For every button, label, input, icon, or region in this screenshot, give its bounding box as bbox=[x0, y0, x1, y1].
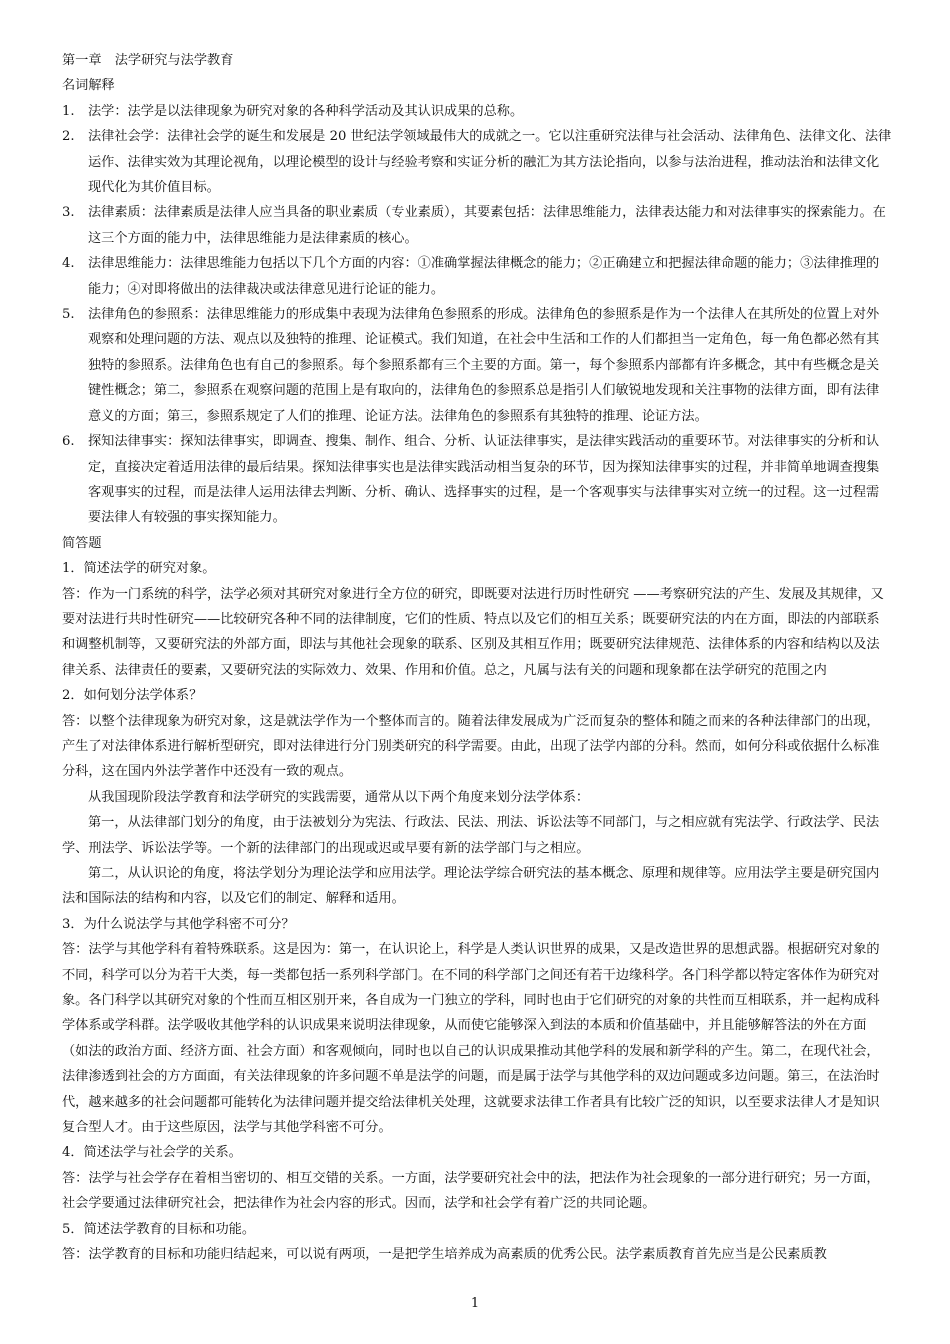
term-item-4 bbox=[62, 251, 892, 302]
terms-heading: 名词解释 bbox=[62, 78, 115, 94]
term-number: 6. bbox=[62, 434, 75, 450]
term-text: 探知法律事实：探知法律事实，即调查、搜集、制作、组合、分析、认证法律事实，是法律实践活动的重要环节。对法律事实的分析和认定，直接决定着适用法律的最后结果。探知法律事实也是法律实践活动相当复杂的环节，因为探知法律事实的过程，并非简单地调查搜集客观事实的过程，而是法律人运用法律去判断、分析、确认、选择事实的过程，是一个客观事实与法律事实对立统一的过程。这一过程需要法律人有较强的事实探知能力。 bbox=[88, 434, 880, 526]
term-item-6 bbox=[62, 429, 892, 531]
answer-2-paragraph-3: 第一，从法律部门划分的角度，由于法被划分为宪法、行政法、民法、刑法、诉讼法等不同部门，与之相应就有宪法学、行政法学、民法学、刑法学、诉讼法学等。一个新的法律部门的出现或迟或早要有新的法学部门与之相应。 bbox=[62, 815, 880, 856]
term-item-5 bbox=[62, 302, 892, 429]
term-text: 法律角色的参照系：法律思维能力的形成集中表现为法律角色参照系的形成。法律角色的参照系是作为一个法律人在其所处的位置上对外观察和处理问题的方法、观点以及独特的推理、论证模式。我们知道，在社会中生活和工作的人们都担当一定角色，每一角色都必然有其独特的参照系。法律角色也有自己的参照系。每个参照系都有三个主要的方面。第一，每个参照系内部都有许多概念，其中有些概念是关键性概念；第二，参照系在观察问题的范围上是有取向的，法律角色的参照系总是指引人们敏锐地发现和关注事物的法律方面，即有法律意义的方面；第三，参照系规定了人们的推理、论证方法。法律角色的参照系有其独特的推理、论证方法。 bbox=[88, 307, 880, 424]
answer-2-paragraph-2: 从我国现阶段法学教育和法学研究的实践需要，通常从以下两个角度来划分法学体系： bbox=[88, 789, 590, 805]
term-number: 5. bbox=[62, 307, 75, 323]
term-number: 2. bbox=[62, 129, 75, 145]
document-page bbox=[62, 48, 892, 1268]
question-2: 2．如何划分法学体系？ bbox=[62, 688, 203, 704]
answer-4: 答：法学与社会学存在着相当密切的、相互交错的关系。一方面，法学要研究社会中的法，把法作为社会现象的一部分进行研究；另一方面，社会学要通过法律研究社会，把法律作为社会内容的形式。因而，法学和社会学有着广泛的共同论题。 bbox=[62, 1170, 880, 1212]
term-text: 法律社会学：法律社会学的诞生和发展是 20 世纪法学领域最伟大的成就之一。它以注重研究法律与社会活动、法律角色、法律文化、法律运作、法律实效为其理论视角，以理论模型的设计与经验考察和实证分析的融汇为其方法论指向，以参与法治进程，推动法治和法律文化现代化为其价值目标。 bbox=[88, 129, 892, 196]
term-number: 3. bbox=[62, 205, 75, 221]
question-3: 3．为什么说法学与其他学科密不可分？ bbox=[62, 916, 295, 932]
short-answer-heading: 简答题 bbox=[62, 535, 102, 551]
page-number: 1 bbox=[470, 1296, 480, 1311]
answer-3: 答：法学与其他学科有着特殊联系。这是因为：第一，在认识论上，科学是人类认识世界的成果，又是改造世界的思想武器。根据研究对象的不同，科学可以分为若干大类，每一类都包括一系列科学部门。在不同的科学部门之间还有若干边缘科学。各门科学都以特定客体作为研究对象。各门科学以其研究对象的个性而互相区别开来，各自成为一门独立的学科，同时也由于它们研究的对象的共性而互相联系，并一起构成科学体系或学科群。法学吸收其他学科的认识成果来说明法律现象，从而使它能够深入到法的本质和价值基础中，并且能够解答法的外在方面（如法的政治方面、经济方面、社会方面）和客观倾向，同时也以自己的认识成果推动其他学科的发展和新学科的产生。第二，在现代社会，法律渗透到社会的方方面面，有关法律现象的许多问题不单是法学的问题，而是属于法学与其他学科的双边问题或多边问题。第三，在法治时代，越来越多的社会问题都可能转化为法律问题并提交给法律机关处理，这就要求法律工作者具有比较广泛的知识，以至要求法律人才是知识复合型人才。由于这些原因，法学与其他学科密不可分。 bbox=[62, 942, 880, 1136]
question-5: 5．简述法学教育的目标和功能。 bbox=[62, 1221, 256, 1237]
term-number: 4. bbox=[62, 256, 75, 272]
term-text: 法律思维能力：法律思维能力包括以下几个方面的内容：①准确掌握法律概念的能力；②正确建立和把握法律命题的能力；③法律推理的能力；④对即将做出的法律裁决或法律意见进行论证的能力。 bbox=[88, 256, 880, 297]
question-4: 4．简述法学与社会学的关系。 bbox=[62, 1145, 242, 1161]
term-item-2 bbox=[62, 124, 892, 200]
question-1: 1．简述法学的研究对象。 bbox=[62, 561, 216, 577]
term-number: 1. bbox=[62, 103, 75, 119]
answer-5: 答：法学教育的目标和功能归结起来，可以说有两项，一是把学生培养成为高素质的优秀公民。法学素质教育首先应当是公民素质教 bbox=[62, 1247, 827, 1263]
answer-2-paragraph-4: 第二，从认识论的角度，将法学划分为理论法学和应用法学。理论法学综合研究法的基本概念、原理和规律等。应用法学主要是研究国内法和国际法的结构和内容，以及它们的制定、解释和适用。 bbox=[62, 866, 880, 907]
term-item-1 bbox=[62, 99, 892, 124]
term-item-3 bbox=[62, 200, 892, 251]
term-text: 法学：法学是以法律现象为研究对象的各种科学活动及其认识成果的总称。 bbox=[88, 103, 524, 119]
answer-1: 答：作为一门系统的科学，法学必须对其研究对象进行全方位的研究，即既要对法进行历时性研究 ——考察研究法的产生、发展及其规律，又要对法进行共时性研究——比较研究各种不同的法律制度，它们的性质、特点以及它们的相互关系；既要研究法的内在方面，即法的内部联系和调整机制等，又要研究法的外部方面，即法与其他社会现象的联系、区别及其相互作用；既要研究法律规范、法律体系的内容和结构以及法律关系、法律责任的要素，又要研究法的实际效力、效果、作用和价值。总之，凡属与法有关的问题和现象都在法学研究的范围之内 bbox=[62, 586, 884, 678]
answer-2: 答：以整个法律现象为研究对象，这是就法学作为一个整体而言的。随着法律发展成为广泛而复杂的整体和随之而来的各种法律部门的出现，产生了对法律体系进行解析型研究，即对法律进行分门别类研究的科学需要。由此，出现了法学内部的分科。然而，如何分科或依据什么标准分科，这在国内外法学著作中还没有一致的观点。 bbox=[62, 713, 880, 780]
chapter-title: 第一章 法学研究与法学教育 bbox=[62, 53, 234, 68]
term-text: 法律素质：法律素质是法律人应当具备的职业素质（专业素质），其要素包括：法律思维能力，法律表达能力和对法律事实的探索能力。在这三个方面的能力中，法律思维能力是法律素质的核心。 bbox=[88, 205, 886, 246]
